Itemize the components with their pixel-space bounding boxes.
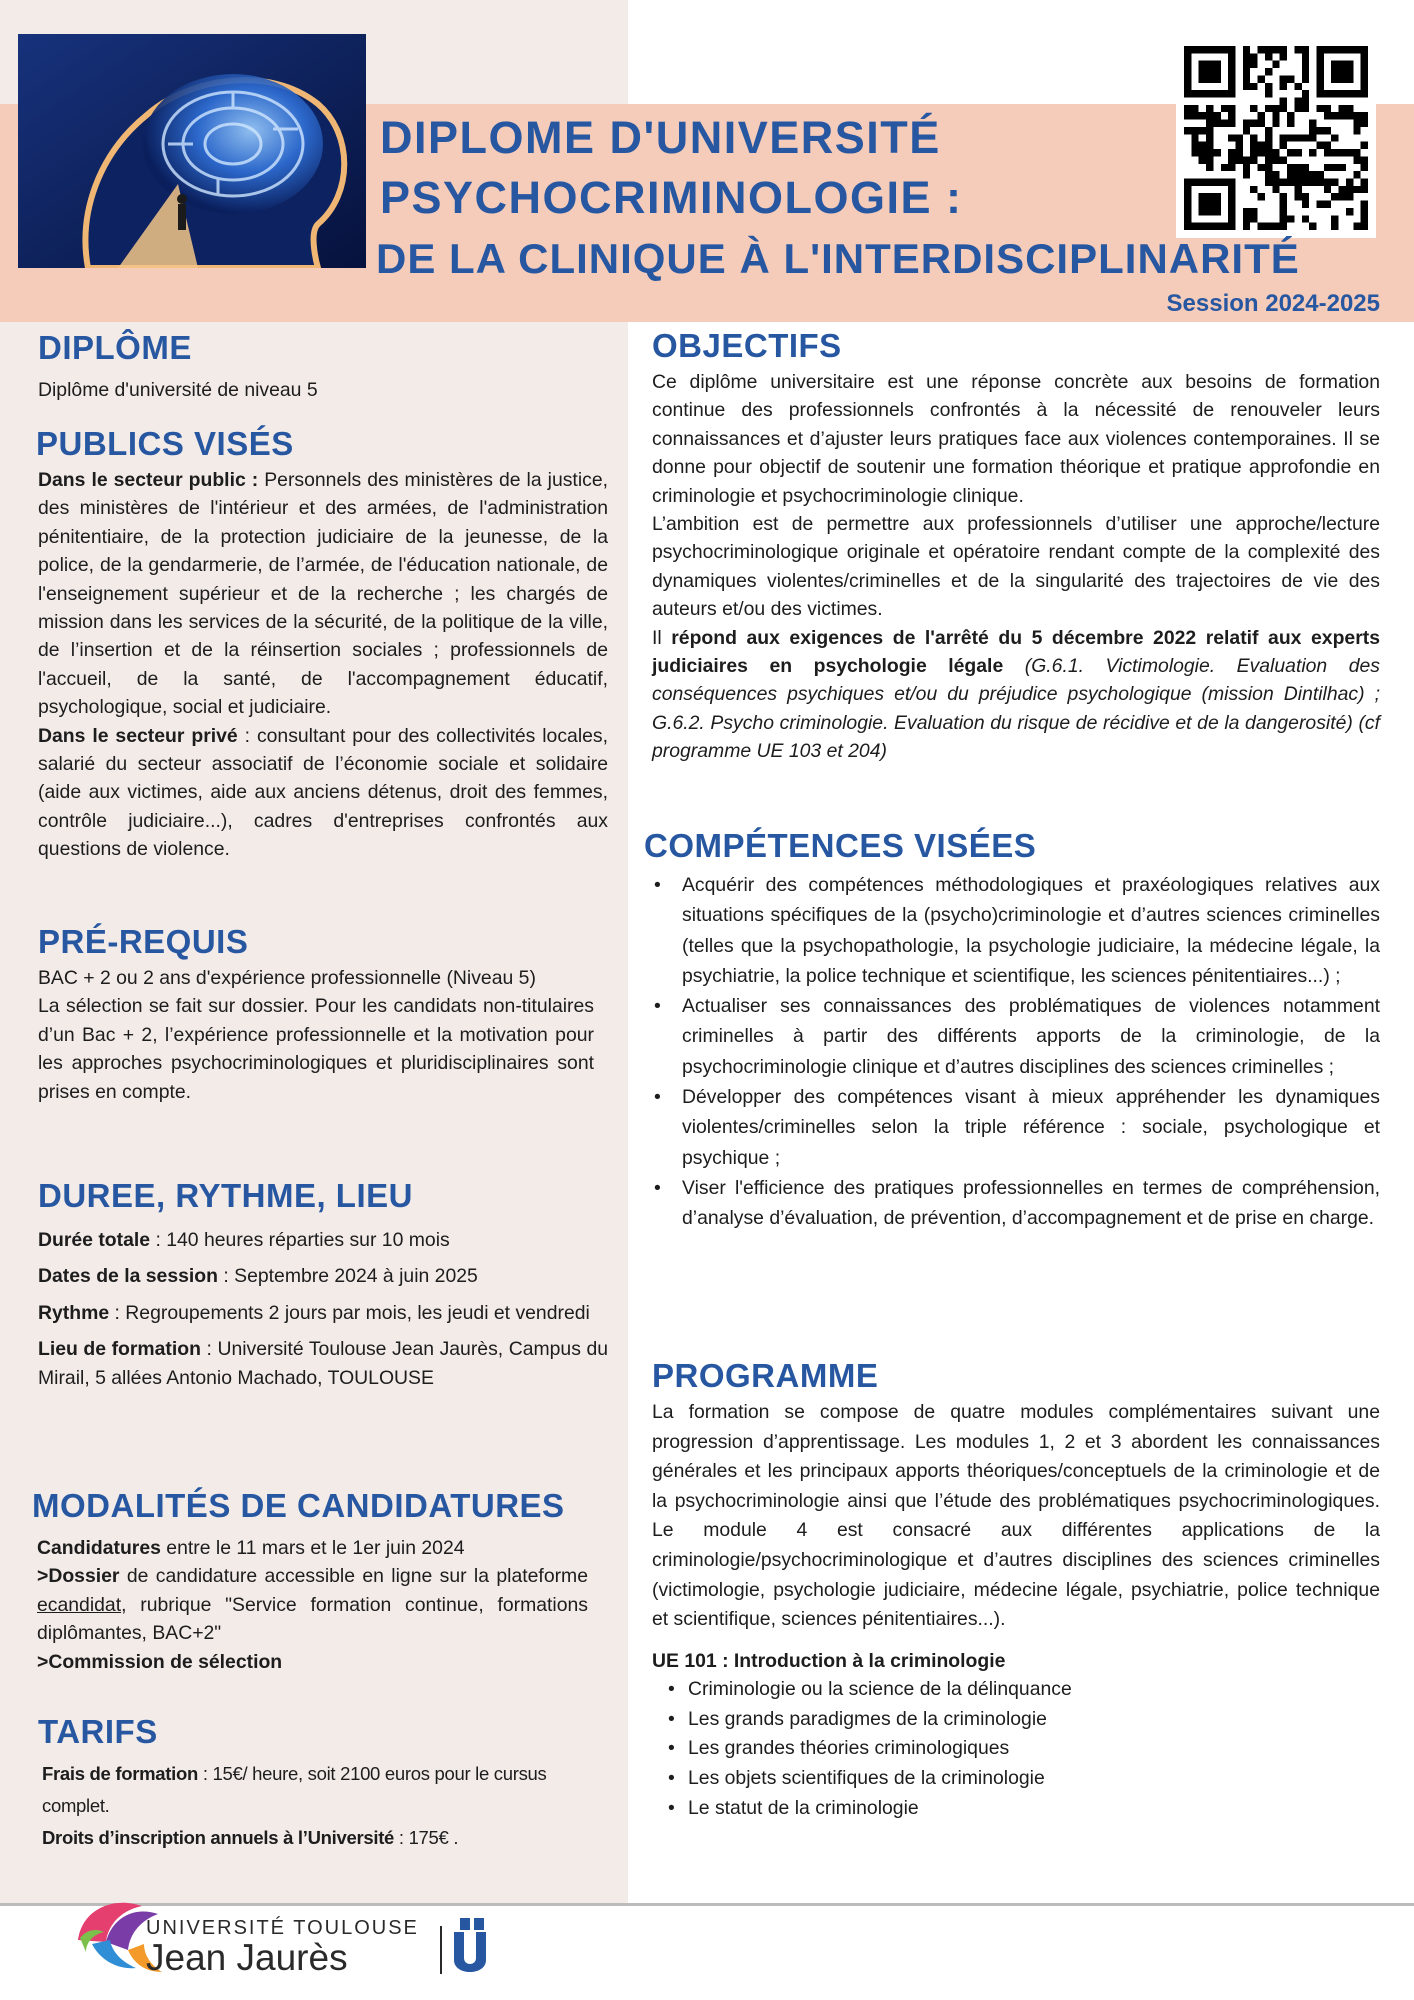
- diplome-section: [38, 328, 608, 404]
- public-sector-label: Dans le secteur public :: [38, 469, 259, 491]
- droits-value: : 175€ .: [394, 1827, 459, 1848]
- droits-label: Droits d’inscription annuels à l’Université: [42, 1827, 395, 1848]
- ue-item: • Criminologie ou la science de la délinquance: [652, 1675, 1380, 1705]
- ue-101-list: [652, 1675, 1380, 1823]
- competences-list: [644, 870, 1380, 1234]
- university-name-line-2: Jean Jaurès: [146, 1937, 348, 1978]
- diplome-heading: DIPLÔME: [38, 329, 192, 366]
- objectifs-p3-bold: répond aux exigences de l'arrêté du 5 décembre 2022 relatif aux experts judiciaires en psychologie légale: [652, 626, 1380, 678]
- dossier-text-1: de candidature accessible en ligne sur la plateforme: [119, 1565, 588, 1588]
- programme-heading: PROGRAMME: [652, 1357, 879, 1394]
- duree-heading: DUREE, RYTHME, LIEU: [38, 1177, 413, 1214]
- prerequis-p2: La sélection se fait sur dossier. Pour les candidats non-titulaires d’un Bac + 2, l’expérience professionnelle et la motivation pour les approches psychocriminologiques et pluridisciplinaires sont prises en compte.: [38, 995, 594, 1103]
- programme-intro: La formation se compose de quatre modules complémentaires suivant une progression d’apprentissage. Les modules 1, 2 et 3 abordent les connaissances générales et les principaux apports théoriques/conceptuels de la criminologie et de la psychocriminologie ainsi que l’étude des problématiques psychocriminologiques. Le module 4 est consacré aux différentes applications de la criminologie/psychocriminologique et d’autres disciplines des sciences criminelles (victimologie, psychologie judiciaire, médecine légale, psychiatrie, police technique et scientifique, sciences pénitentiaires...).: [652, 1401, 1380, 1631]
- competences-section: [644, 826, 1380, 1234]
- objectifs-p3-italic: (G.6.1. Victimologie. Evaluation des conséquences psychiques et/ou du préjudice psychologique (mission Dintilhac) ; G.6.2. Psycho criminologie. Evaluation du risque de récidive et de la dangerosité) (cf programme UE 103 et 204): [652, 655, 1380, 763]
- tarifs-text: [38, 1758, 608, 1854]
- dates-label: Dates de la session: [38, 1265, 218, 1288]
- tarifs-heading: TARIFS: [38, 1713, 158, 1750]
- university-name-line-1: UNIVERSITÉ TOULOUSE: [146, 1917, 419, 1939]
- tarifs-section: [38, 1712, 608, 1854]
- ue-item: • Le statut de la criminologie: [652, 1794, 1380, 1824]
- objectifs-p3: [652, 624, 1380, 766]
- objectifs-section: [652, 326, 1380, 766]
- prerequis-section: [38, 922, 608, 1106]
- prerequis-text: [38, 964, 594, 1106]
- ue-item: • Les objets scientifiques de la criminologie: [652, 1764, 1380, 1794]
- publics-heading: PUBLICS VISÉS: [36, 425, 294, 462]
- duree-section: [38, 1176, 608, 1392]
- dossier-label: >Dossier: [37, 1565, 120, 1588]
- title-line-2: PSYCHOCRIMINOLOGIE :: [380, 172, 963, 223]
- prerequis-p1: BAC + 2 ou 2 ans d'expérience professionnelle (Niveau 5): [38, 967, 536, 989]
- lieu-label: Lieu de formation: [38, 1338, 201, 1361]
- objectifs-heading: OBJECTIFS: [652, 327, 842, 364]
- publics-section: [38, 424, 608, 864]
- programme-section: [652, 1356, 1380, 1823]
- competence-item: • Développer des compétences visant à mieux appréhender les dynamiques violentes/criminelles selon la triple référence : sociale, psychologique et psychique ;: [652, 1082, 1380, 1173]
- candidatures-dates: entre le 11 mars et le 1er juin 2024: [160, 1537, 465, 1559]
- public-sector-text: Personnels des ministères de la justice, des ministères de l'intérieur et des armées, de l'administration pénitentiaire, de la protection judiciaire de la jeunesse, de la police, de la gendarmerie, de l’armée, de l'éducation nationale, de l'enseignement supérieur et de la recherche ; les chargés de mission dans les services de la sécurité, de la politique de la ville, de l’insertion et de la réinsertion sociales ; professionnels de l'accueil, de la santé, de l'accompagnement éducatif, psychologique, social et judiciaire.: [38, 469, 608, 719]
- competences-heading: COMPÉTENCES VISÉES: [644, 827, 1037, 864]
- competence-item: • Actualiser ses connaissances des problématiques de violences notamment criminelles à partir des différents apports de la criminologie, de la psychocriminologie clinique et d’autres disciplines des sciences criminelles ;: [652, 991, 1380, 1082]
- rythme-value: : Regroupements 2 jours par mois, les jeudi et vendredi: [109, 1301, 590, 1324]
- title-line-3: DE LA CLINIQUE À L'INTERDISCIPLINARITÉ: [376, 235, 1300, 282]
- ecandidat-link[interactable]: ecandidat: [37, 1593, 122, 1616]
- ut-monogram-icon: [454, 1918, 486, 1972]
- frais-label: Frais de formation: [42, 1763, 198, 1784]
- private-sector-text: : consultant pour des collectivités locales, salarié du secteur associatif de l’économie sociale et solidaire (aide aux victimes, aide aux anciens détenus, droit des femmes, contrôle judiciaire...), cadres d'entreprises confrontés aux questions de violence.: [38, 724, 608, 861]
- objectifs-p2: L’ambition est de permettre aux professionnels d’utiliser une approche/lecture psychocriminologique originale et opératoire rendant compte de la complexité des dynamiques violentes/criminelles et de la singularité des trajectoires de vie des auteurs et/ou des victimes.: [652, 513, 1380, 621]
- qr-code[interactable]: [1176, 38, 1376, 238]
- university-logo[interactable]: [72, 1880, 532, 1980]
- duree-text: [38, 1226, 608, 1392]
- ue-item: • Les grandes théories criminologiques: [652, 1734, 1380, 1764]
- session-label: Session 2024-2025: [1166, 290, 1380, 317]
- private-sector-label: Dans le secteur privé: [38, 724, 238, 747]
- prerequis-heading: PRÉ-REQUIS: [38, 923, 249, 960]
- diplome-text: Diplôme d'université de niveau 5: [38, 379, 318, 401]
- hero-image: [18, 34, 366, 268]
- ue-101-title: UE 101 : Introduction à la criminologie: [652, 1649, 1006, 1672]
- frais-value: : 15€/ heure, soit 2100 euros pour le cursus complet.: [42, 1763, 547, 1816]
- ue-item: • Les grands paradigmes de la criminologie: [652, 1705, 1380, 1735]
- competence-item: • Acquérir des compétences méthodologiques et praxéologiques relatives aux situations spécifiques de la (psycho)criminologie et d’autres sciences criminelles (telles que la psychopathologie, la psychologie judiciaire, la médecine légale, la psychiatrie, la police technique et scientifique, les sciences pénitentiaires...) ;: [652, 870, 1380, 991]
- competence-item: • Viser l'efficience des pratiques professionnelles en termes de compréhension, d’analyse d’évaluation, de prévention, d’accompagnement et de prise en charge.: [652, 1173, 1380, 1234]
- candidatures-label: Candidatures: [37, 1537, 161, 1559]
- duree-totale-value: : 140 heures réparties sur 10 mois: [150, 1229, 450, 1251]
- objectifs-p1: Ce diplôme universitaire est une réponse concrète aux besoins de formation continue des professionnels confrontés à la nécessité de renouveler leurs connaissances et d’ajuster leurs pratiques face aux violences contemporaines. Il se donne pour objectif de soutenir une formation théorique et pratique approfondie en criminologie et psychocriminologie clinique.: [652, 371, 1380, 507]
- duree-totale-label: Durée totale: [38, 1229, 151, 1251]
- dates-value: : Septembre 2024 à juin 2025: [218, 1265, 478, 1288]
- objectifs-p3-start: Il: [652, 626, 672, 649]
- title-line-1: DIPLOME D'UNIVERSITÉ: [380, 112, 941, 163]
- publics-text: [38, 466, 608, 864]
- commission-label: >Commission de sélection: [37, 1650, 283, 1673]
- modalites-heading: MODALITÉS DE CANDIDATURES: [32, 1487, 565, 1524]
- dossier-text-2: , rubrique "Service formation continue, formations diplômantes, BAC+2": [37, 1593, 588, 1645]
- modalites-text: [32, 1534, 588, 1676]
- modalites-section: [32, 1486, 588, 1676]
- rythme-label: Rythme: [38, 1301, 110, 1324]
- lieu-value: : Université Toulouse Jean Jaurès, Campus du Mirail, 5 allées Antonio Machado, TOULOUSE: [38, 1338, 609, 1389]
- objectifs-text: [652, 368, 1380, 766]
